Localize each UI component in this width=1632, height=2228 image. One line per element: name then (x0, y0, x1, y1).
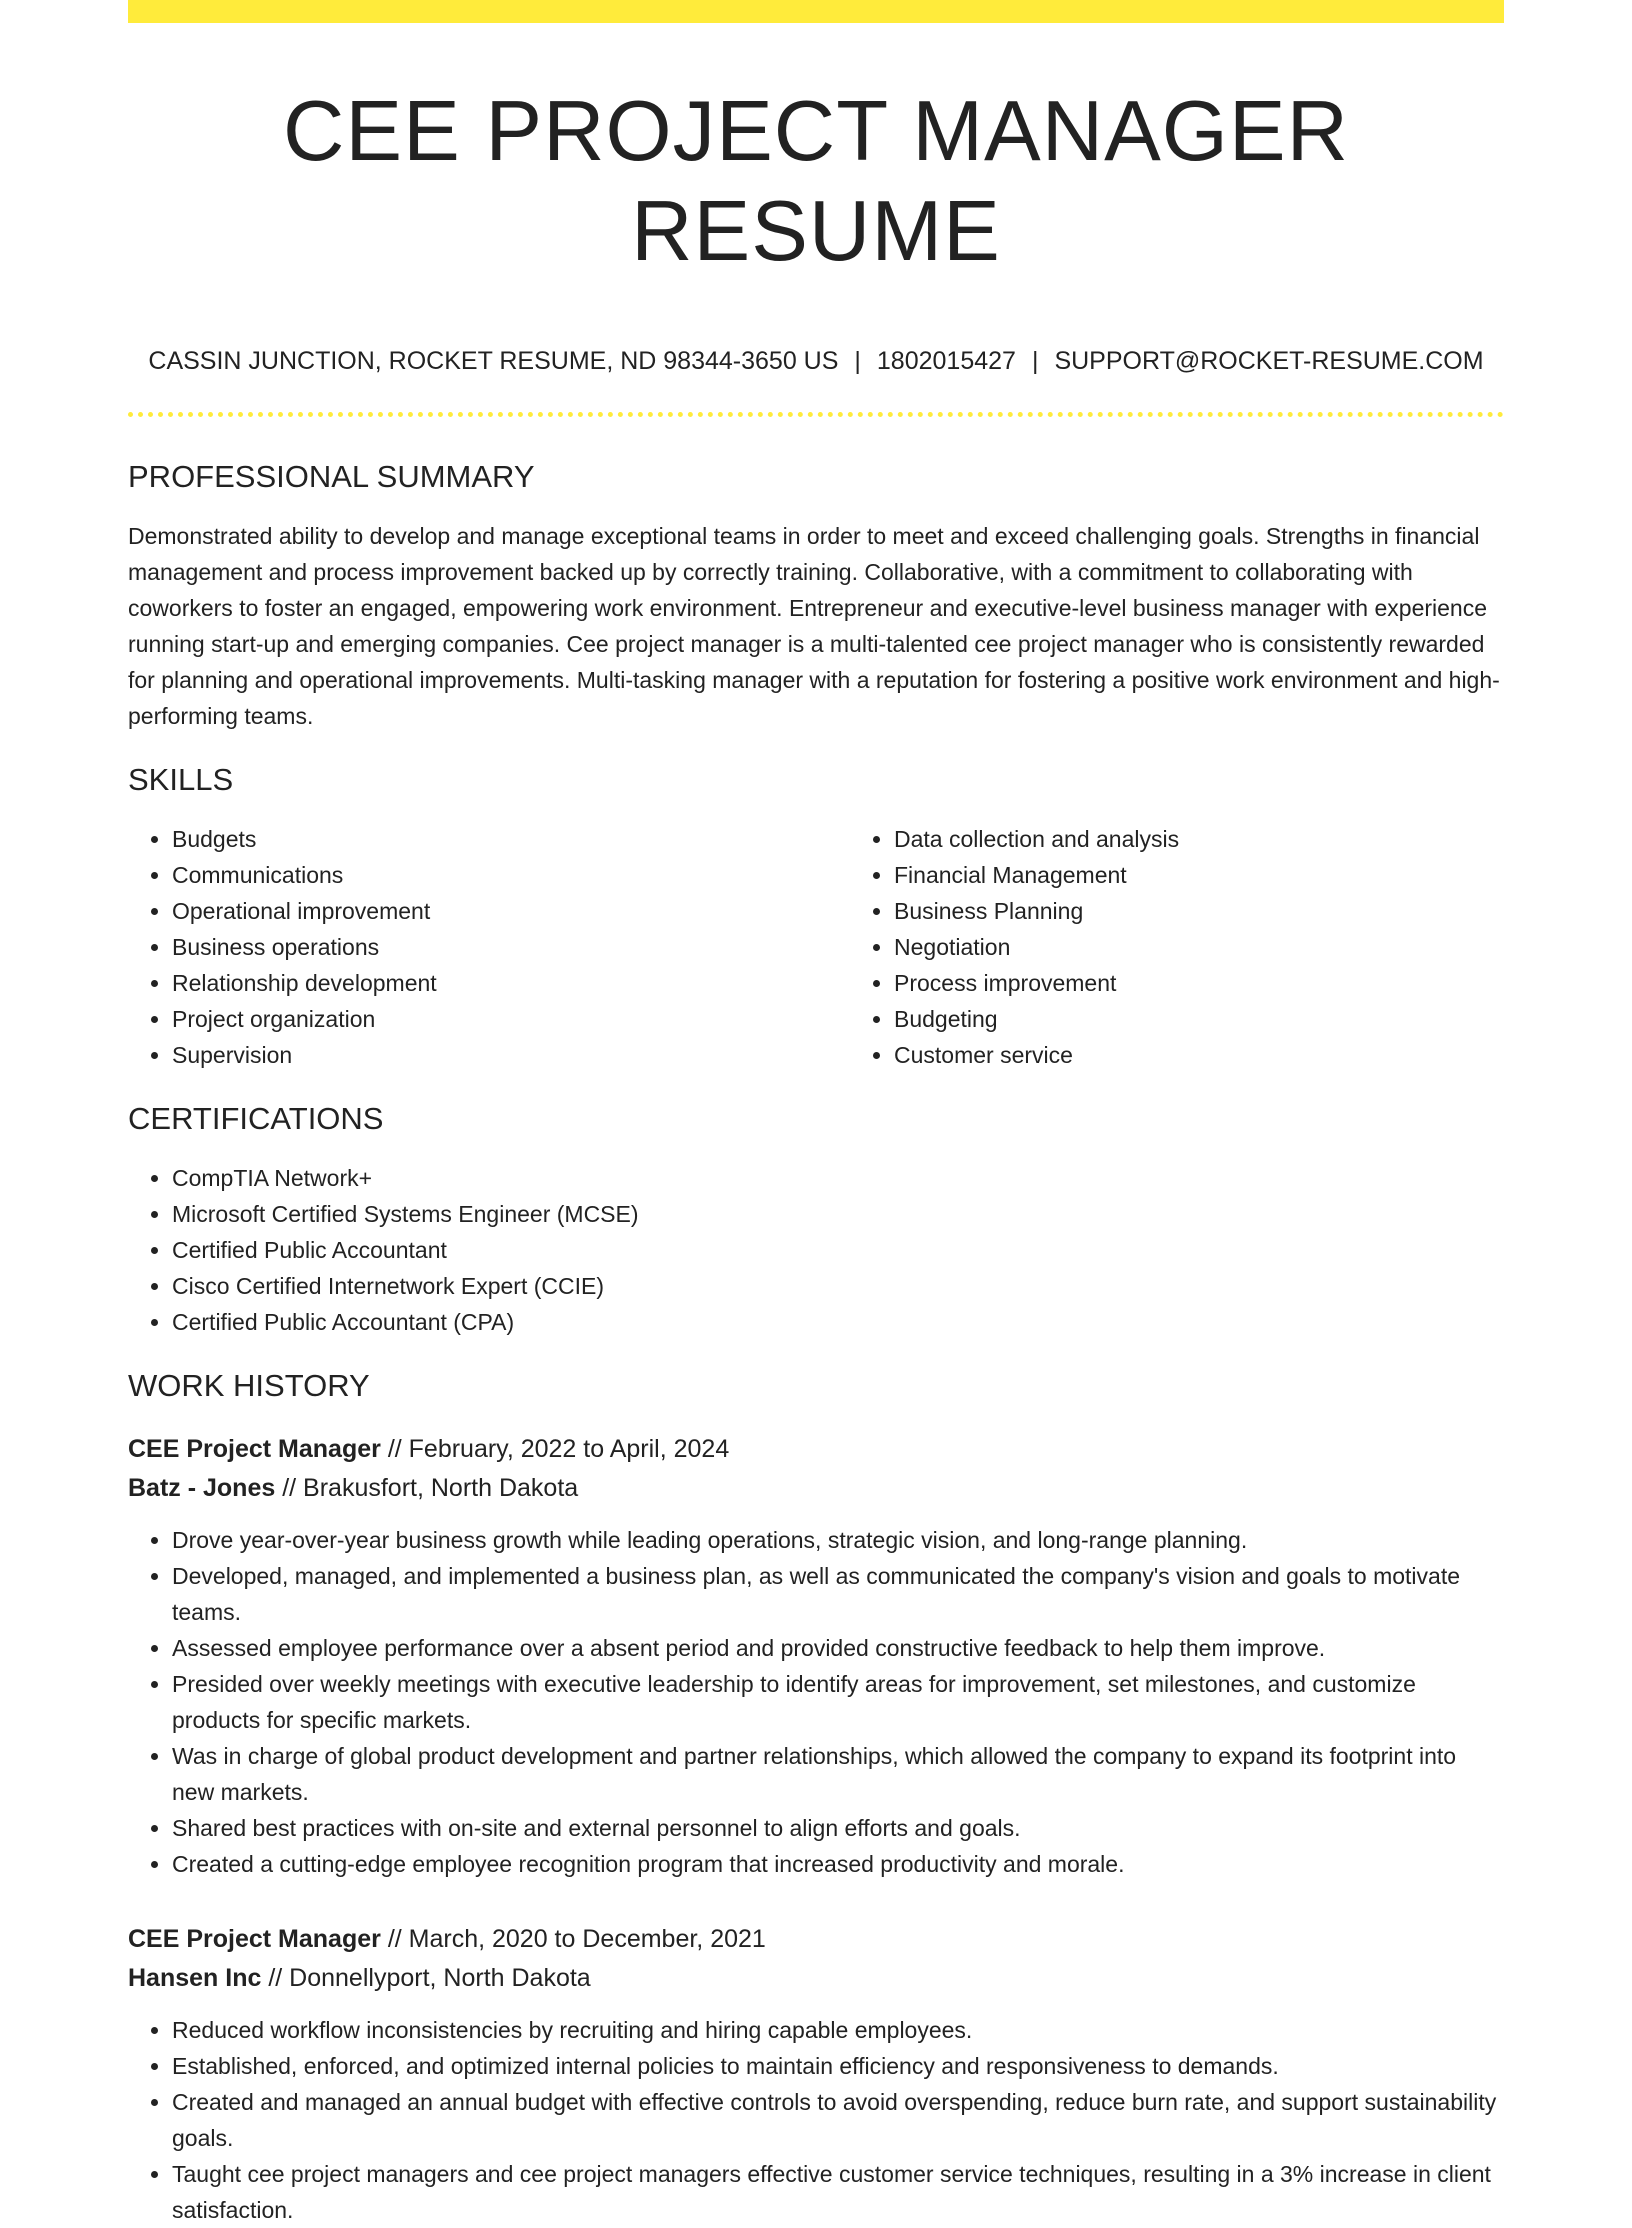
summary-section (128, 457, 1504, 734)
skill-item: • Budgets (172, 821, 850, 857)
job-bullet: • Created and managed an annual budget with effective controls to avoid overspending, reduce burn rate, and support sustainability goals. (172, 2084, 1504, 2156)
skills-left-list (128, 821, 850, 1073)
job-company: Hansen Inc (128, 1964, 262, 1992)
summary-heading: PROFESSIONAL SUMMARY (128, 459, 535, 494)
skills-grid (128, 821, 1504, 1073)
certification-item: • CompTIA Network+ (172, 1160, 1504, 1196)
skill-item: • Operational improvement (172, 893, 850, 929)
certification-item: • Cisco Certified Internetwork Expert (CCIE) (172, 1268, 1504, 1304)
job-dates: // February, 2022 to April, 2024 (387, 1435, 730, 1463)
job-bullet: • Reduced workflow inconsistencies by recruiting and hiring capable employees. (172, 2012, 1504, 2048)
divider (128, 412, 1504, 417)
job-company-line (128, 1959, 1504, 1998)
skill-item: • Project organization (172, 1001, 850, 1037)
skill-item: • Negotiation (894, 929, 1504, 965)
certifications-list (128, 1160, 1504, 1340)
skill-item: • Supervision (172, 1037, 850, 1073)
skill-item: • Budgeting (894, 1001, 1504, 1037)
job-entry (128, 1430, 1504, 1882)
job-bullets (128, 1522, 1504, 1882)
skill-item: • Data collection and analysis (894, 821, 1504, 857)
resume-content (128, 0, 1504, 2228)
job-company-line (128, 1469, 1504, 1508)
contact-separator: | (1031, 347, 1039, 375)
job-bullet: • Created a cutting-edge employee recognition program that increased productivity and morale. (172, 1846, 1504, 1882)
job-title-line (128, 1920, 1504, 1959)
job-location: // Brakusfort, North Dakota (282, 1474, 579, 1502)
work-history-section (128, 1366, 1504, 2228)
skill-item: • Customer service (894, 1037, 1504, 1073)
skill-item: • Business Planning (894, 893, 1504, 929)
certification-item: • Certified Public Accountant (172, 1232, 1504, 1268)
job-bullet: • Shared best practices with on-site and external personnel to align efforts and goals. (172, 1810, 1504, 1846)
job-bullet: • Presided over weekly meetings with executive leadership to identify areas for improvement, set milestones, and customize products for specific markets. (172, 1666, 1504, 1738)
job-company: Batz - Jones (128, 1474, 276, 1502)
summary-text: Demonstrated ability to develop and manage exceptional teams in order to meet and exceed challenging goals. Strengths in financial management and process improvement backed up by correctly training. Collaborative, with a commitment to collaborating with coworkers to foster an engaged, empowering work environment. Entrepreneur and executive-level business manager with experience running start-up and emerging companies. Cee project manager is a multi-talented cee project manager who is consistently rewarded for planning and operational improvements. Multi-tasking manager with a reputation for fostering a positive work environment and high-performing teams. (128, 523, 1500, 729)
job-dates: // March, 2020 to December, 2021 (387, 1925, 766, 1953)
contact-address: CASSIN JUNCTION, ROCKET RESUME, ND 98344-3650 US (148, 347, 839, 375)
certification-item: • Microsoft Certified Systems Engineer (MCSE) (172, 1196, 1504, 1232)
job-bullet: • Assessed employee performance over a absent period and provided constructive feedback to help them improve. (172, 1630, 1504, 1666)
contact-line (128, 344, 1504, 378)
resume-title: CEE PROJECT MANAGER RESUME (283, 84, 1349, 279)
job-title-line (128, 1430, 1504, 1469)
job-location: // Donnellyport, North Dakota (268, 1964, 591, 1992)
certifications-section (128, 1099, 1504, 1340)
job-title: CEE Project Manager (128, 1925, 381, 1953)
job-bullet: • Established, enforced, and optimized internal policies to maintain efficiency and responsiveness to demands. (172, 2048, 1504, 2084)
job-title: CEE Project Manager (128, 1435, 381, 1463)
contact-phone: 1802015427 (876, 347, 1016, 375)
skills-right-list (850, 821, 1504, 1073)
work-history-heading: WORK HISTORY (128, 1368, 370, 1403)
skill-item: • Communications (172, 857, 850, 893)
skills-heading: SKILLS (128, 762, 234, 797)
skill-item: • Process improvement (894, 965, 1504, 1001)
job-bullets (128, 2012, 1504, 2228)
skill-item: • Financial Management (894, 857, 1504, 893)
skill-item: • Relationship development (172, 965, 850, 1001)
job-bullet: • Was in charge of global product development and partner relationships, which allowed the company to expand its footprint into new markets. (172, 1738, 1504, 1810)
contact-separator: | (854, 347, 861, 375)
job-bullet: • Developed, managed, and implemented a business plan, as well as communicated the company's vision and goals to motivate teams. (172, 1558, 1504, 1630)
certifications-heading: CERTIFICATIONS (128, 1101, 384, 1136)
skill-item: • Business operations (172, 929, 850, 965)
job-entry (128, 1920, 1504, 2228)
skills-section (128, 760, 1504, 1073)
job-bullet: • Taught cee project managers and cee project managers effective customer service techniques, resulting in a 3% increase in client satisfaction. (172, 2156, 1504, 2228)
contact-email: SUPPORT@ROCKET-RESUME.COM (1054, 347, 1484, 375)
job-bullet: • Drove year-over-year business growth while leading operations, strategic vision, and long-range planning. (172, 1522, 1504, 1558)
certification-item: • Certified Public Accountant (CPA) (172, 1304, 1504, 1340)
